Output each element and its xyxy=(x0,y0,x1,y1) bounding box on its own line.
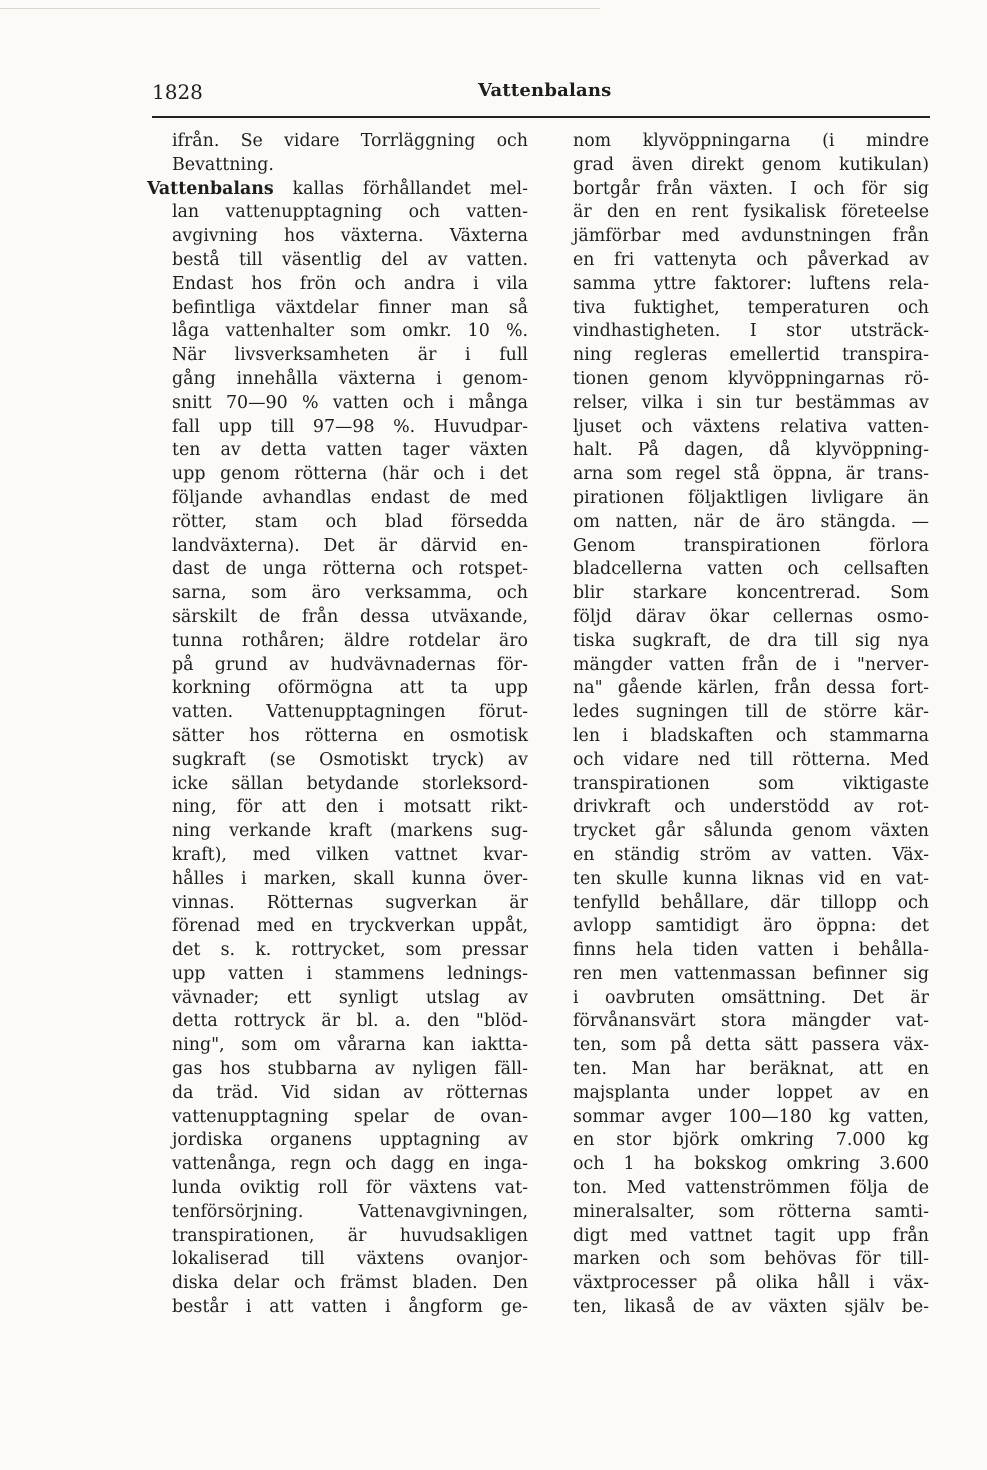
text-line: icke sällan betydande storleksord- xyxy=(172,773,528,794)
text-line: kraft), med vilken vattnet kvar- xyxy=(172,844,528,865)
text-line: ning regleras emellertid transpira- xyxy=(573,345,929,366)
text-line: en fri vattenyta och påverkad av xyxy=(573,249,929,270)
text-line: förenad med en tryckverkan uppåt, xyxy=(172,916,528,937)
text-line: rötter, stam och blad försedda xyxy=(172,511,528,532)
text-line: ten. Man har beräknat, att en xyxy=(573,1059,929,1080)
text-line: pirationen följaktligen livligare än xyxy=(573,487,929,508)
text-line: mängder vatten från de i "nerver- xyxy=(573,654,929,675)
headword: Vattenbalans xyxy=(147,178,274,199)
page-number: 1828 xyxy=(152,80,203,104)
text-line: bladcellerna vatten och cellsaften xyxy=(573,559,929,580)
text-line: bortgår från växten. I och för sig xyxy=(573,178,929,199)
text-line: upp genom rötterna (här och i det xyxy=(172,464,528,485)
text-line: ledes sugningen till de större kär- xyxy=(573,702,929,723)
text-line: tiva fuktighet, temperaturen och xyxy=(573,297,929,318)
text-line: följd därav ökar cellernas osmo- xyxy=(573,606,929,627)
text-line: När livsverksamheten är i full xyxy=(172,345,528,366)
text-line: sarna, som äro verksamma, och xyxy=(172,583,528,604)
text-line: drivkraft och understödd av rot- xyxy=(573,797,929,818)
text-line: korkning oförmögna att ta upp xyxy=(172,678,528,699)
text-line: vindhastigheten. I stor utsträck- xyxy=(573,321,929,342)
text-line: ton. Med vattenströmmen följa de xyxy=(573,1178,929,1199)
text-line: ifrån. Se vidare Torrläggning och xyxy=(172,131,528,151)
text-line: ten av detta vatten tager växten xyxy=(172,440,528,461)
text-line: transpirationen, är huvudsakligen xyxy=(172,1225,528,1246)
text-line: len i bladskaften och stammarna xyxy=(573,725,929,746)
text-line: växtprocesser på olika håll i väx- xyxy=(573,1273,929,1294)
text-line: landväxterna). Det är därvid en- xyxy=(172,535,528,556)
text-line: vatten. Vattenupptagningen förut- xyxy=(172,702,528,723)
text-line: avlopp samtidigt äro öppna: det xyxy=(573,916,929,937)
text-line: ning verkande kraft (markens sug- xyxy=(172,821,528,842)
text-line: ning, för att den i motsatt rikt- xyxy=(172,797,528,818)
text-line: digt med vattnet tagit upp från xyxy=(573,1225,929,1246)
text-line: ning", som om vårarna kan iaktta- xyxy=(172,1035,528,1056)
text-line: na" gående kärlen, från dessa fort- xyxy=(573,678,929,699)
text-line: lan vattenupptagning och vatten- xyxy=(172,202,528,223)
text-line: diska delar och främst bladen. Den xyxy=(172,1273,528,1294)
text-line: avgivning hos växterna. Växterna xyxy=(172,226,528,247)
text-line: jordiska organens upptagning av xyxy=(172,1130,528,1151)
text-line: och vidare ned till rötterna. Med xyxy=(573,749,929,770)
text-line: tenförsörjning. Vattenavgivningen, xyxy=(172,1201,528,1222)
text-line: består i att vatten i ångform ge- xyxy=(172,1297,528,1318)
text-line: om natten, när de äro stängda. — xyxy=(573,511,929,532)
text-line: följande avhandlas endast de med xyxy=(172,487,528,508)
text-line: på grund av hudvävnadernas för- xyxy=(172,654,528,675)
text-line: särskilt de från dessa utväxande, xyxy=(172,606,528,627)
text-line: transpirationen som viktigaste xyxy=(573,773,929,794)
text-line: är den en rent fysikalisk företeelse xyxy=(573,202,929,223)
header-rule xyxy=(152,116,930,118)
right-column xyxy=(573,130,929,1320)
text-line: lokaliserad till växtens ovanjor- xyxy=(172,1249,528,1270)
text-line: sugkraft (se Osmotiskt tryck) av xyxy=(172,749,528,770)
text-line: marken och som behövas för till- xyxy=(573,1249,929,1270)
text-line: en stor björk omkring 7.000 kg xyxy=(573,1130,929,1151)
text-line: samma yttre faktorer: luftens rela- xyxy=(573,273,929,294)
text-line: i oavbruten omsättning. Det är xyxy=(573,987,929,1008)
text-line: lunda oviktig roll för växtens vat- xyxy=(172,1178,528,1199)
text-line: relser, vilka i sin tur bestämmas av xyxy=(573,392,929,413)
text-line: gas hos stubbarna av nyligen fäll- xyxy=(172,1059,528,1080)
text-line: Bevattning. xyxy=(172,154,274,175)
text-line: upp vatten i stammens lednings- xyxy=(172,963,528,984)
text-line: gång innehålla växterna i genom- xyxy=(172,368,528,389)
text-line: trycket går sålunda genom växten xyxy=(573,821,929,842)
text-line: en ständig ström av vatten. Väx- xyxy=(573,844,929,865)
text-line: sommar avger 100—180 kg vatten, xyxy=(573,1106,929,1127)
text-line: Endast hos frön och andra i vila xyxy=(172,273,528,294)
text-line: fall upp till 97—98 %. Huvudpar- xyxy=(172,416,528,437)
text-line: sätter hos rötterna en osmotisk xyxy=(172,725,528,746)
left-column xyxy=(147,130,528,1320)
text-line: grad även direkt genom kutikulan) xyxy=(573,154,929,175)
text-line: hålles i marken, skall kunna över- xyxy=(172,868,528,889)
text-line: vinnas. Rötternas sugverkan är xyxy=(172,892,528,913)
text-line: tionen genom klyvöppningarnas rö- xyxy=(573,368,929,389)
scan-edge-line xyxy=(0,8,600,9)
text-line: och 1 ha bokskog omkring 3.600 xyxy=(573,1154,929,1175)
text-line: mineralsalter, som rötterna samti- xyxy=(573,1201,929,1222)
text-line: halt. På dagen, då klyvöppning- xyxy=(573,440,929,461)
text-line: tunna rothåren; äldre rotdelar äro xyxy=(172,630,528,651)
text-line: tenfylld behållare, där tillopp och xyxy=(573,892,929,913)
text-line: jämförbar med avdunstningen från xyxy=(573,226,929,247)
text-line: tiska sugkraft, de dra till sig nya xyxy=(573,630,929,651)
text-line-content: kallas förhållandet mel- xyxy=(273,178,528,199)
text-line: snitt 70—90 % vatten och i många xyxy=(172,392,528,413)
text-line: det s. k. rottrycket, som pressar xyxy=(172,940,528,961)
text-line: vävnader; ett synligt utslag av xyxy=(172,987,528,1008)
text-line: majsplanta under loppet av en xyxy=(573,1082,929,1103)
running-head: Vattenbalans xyxy=(478,80,612,101)
text-line: arna som regel stå öppna, är trans- xyxy=(573,464,929,485)
text-line: da träd. Vid sidan av rötternas xyxy=(172,1082,528,1103)
text-line xyxy=(147,178,528,202)
text-line: nom klyvöppningarna (i mindre xyxy=(573,131,929,151)
text-line: förvånansvärt stora mängder vat- xyxy=(573,1011,929,1032)
text-line: Genom transpirationen förlora xyxy=(573,535,929,556)
text-line: bestå till väsentlig del av vatten. xyxy=(172,249,528,270)
text-line: vattenånga, regn och dagg en inga- xyxy=(172,1154,528,1175)
text-line: detta rottryck är bl. a. den "blöd- xyxy=(172,1011,528,1032)
text-line: vattenupptagning spelar de ovan- xyxy=(172,1106,528,1127)
text-line: dast de unga rötterna och rotspet- xyxy=(172,559,528,580)
text-line: blir starkare koncentrerad. Som xyxy=(573,583,929,604)
text-line: låga vattenhalter som omkr. 10 %. xyxy=(172,321,528,342)
text-line: ten skulle kunna liknas vid en vat- xyxy=(573,868,929,889)
text-line: ljuset och växtens relativa vatten- xyxy=(573,416,929,437)
text-line: befintliga växtdelar finner man så xyxy=(172,297,528,318)
text-line: ten, likaså de av växten själv be- xyxy=(573,1297,929,1318)
text-line: ten, som på detta sätt passera väx- xyxy=(573,1035,929,1056)
text-line: finns hela tiden vatten i behålla- xyxy=(573,940,929,961)
text-line: ren men vattenmassan befinner sig xyxy=(573,963,929,984)
